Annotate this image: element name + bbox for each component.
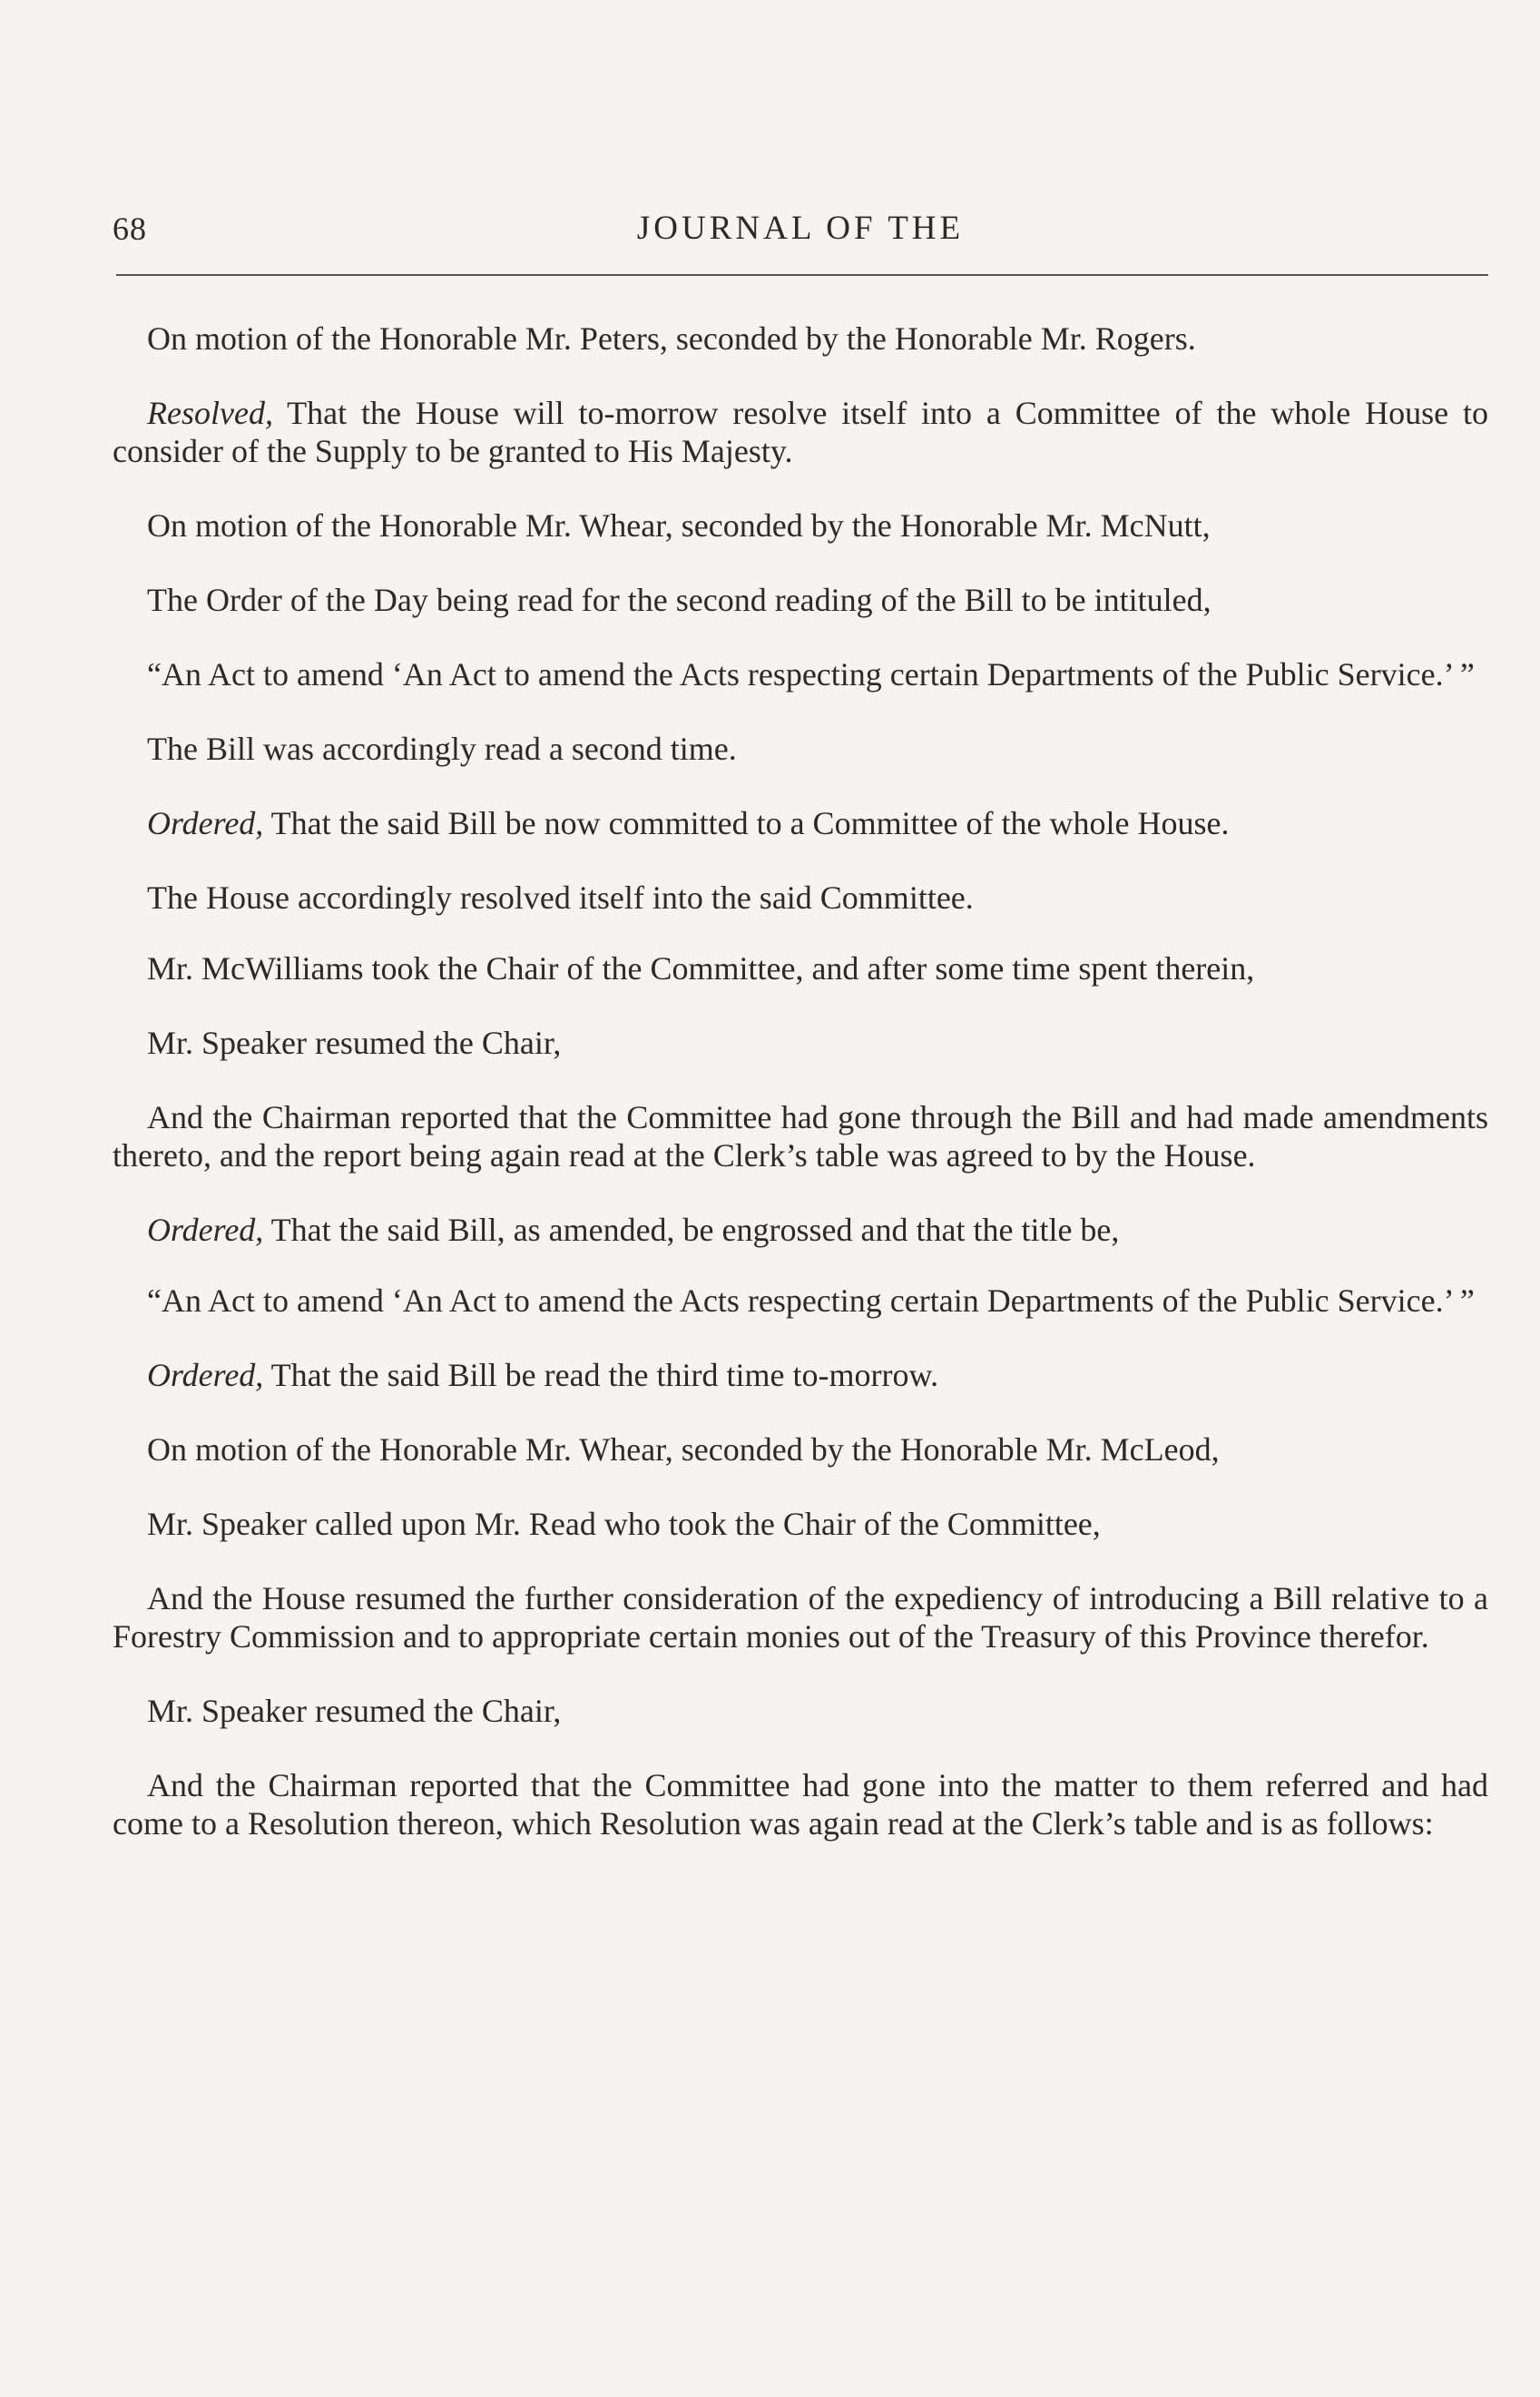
paragraph-lead: Ordered, <box>147 1212 264 1248</box>
paragraph <box>113 1098 1488 1174</box>
paragraph-text: “An Act to amend ‘An Act to amend the Acts respecting certain Departments of the Public Service.’ ” <box>147 656 1475 693</box>
paragraph <box>113 1430 1488 1469</box>
paragraph-lead: Ordered, <box>147 1357 264 1393</box>
paragraph <box>113 581 1488 619</box>
paragraph <box>113 319 1488 358</box>
paragraph-text: That the said Bill be read the third time to-morrow. <box>270 1357 939 1393</box>
paragraph <box>113 1766 1488 1842</box>
header-rule <box>116 274 1488 276</box>
paragraph <box>113 879 1488 917</box>
paragraph-text: Mr. Speaker called upon Mr. Read who took the Chair of the Committee, <box>147 1506 1101 1542</box>
paragraph <box>113 730 1488 768</box>
paragraph <box>113 949 1488 987</box>
paragraph-text: “An Act to amend ‘An Act to amend the Acts respecting certain Departments of the Public Service.’ ” <box>147 1282 1475 1319</box>
journal-body <box>113 319 1488 1879</box>
paragraph <box>113 1282 1488 1320</box>
paragraph-text: On motion of the Honorable Mr. Peters, seconded by the Honorable Mr. Rogers. <box>147 320 1196 357</box>
paragraph-text: And the Chairman reported that the Committee had gone into the matter to them referred and had come to a Resolution thereon, which Resolution was again read at the Clerk’s table and is as follows: <box>113 1767 1488 1842</box>
paragraph-text: The Bill was accordingly read a second time. <box>147 731 737 767</box>
page-number: 68 <box>113 211 147 247</box>
paragraph-lead: Ordered, <box>147 805 264 841</box>
paragraph-text: That the said Bill be now committed to a Committee of the whole House. <box>270 805 1230 841</box>
paragraph <box>113 1211 1488 1249</box>
paragraph-text: The House accordingly resolved itself into the said Committee. <box>147 879 974 916</box>
paragraph-text: The Order of the Day being read for the second reading of the Bill to be intituled, <box>147 582 1211 618</box>
running-title: JOURNAL OF THE <box>636 210 965 247</box>
paragraph <box>113 1024 1488 1062</box>
paragraph-text: On motion of the Honorable Mr. Whear, seconded by the Honorable Mr. McLeod, <box>147 1431 1220 1468</box>
running-head <box>113 201 1488 256</box>
paragraph-text: And the Chairman reported that the Committee had gone through the Bill and had made amendments thereto, and the report being again read at the Clerk’s table was agreed to by the House. <box>113 1099 1488 1174</box>
paragraph-text: That the House will to-morrow resolve itself into a Committee of the whole House to consider of the Supply to be granted to His Majesty. <box>113 395 1488 469</box>
paragraph <box>113 1579 1488 1655</box>
paragraph <box>113 1505 1488 1543</box>
paragraph-text: That the said Bill, as amended, be engrossed and that the title be, <box>270 1212 1120 1248</box>
paragraph <box>113 804 1488 842</box>
paragraph-text: Mr. McWilliams took the Chair of the Committee, and after some time spent therein, <box>147 950 1255 987</box>
paragraph-text: Mr. Speaker resumed the Chair, <box>147 1693 562 1729</box>
paragraph <box>113 655 1488 693</box>
paragraph <box>113 394 1488 470</box>
paragraph-text: And the House resumed the further consideration of the expediency of introducing a Bill relative to a Forestry Commission and to appropriate certain monies out of the Treasury of this Province therefor. <box>113 1580 1488 1655</box>
paragraph-text: Mr. Speaker resumed the Chair, <box>147 1025 562 1061</box>
paragraph-lead: Resolved, <box>147 395 273 431</box>
paragraph-text: On motion of the Honorable Mr. Whear, seconded by the Honorable Mr. McNutt, <box>147 507 1211 544</box>
paragraph <box>113 506 1488 545</box>
paragraph <box>113 1356 1488 1394</box>
paragraph <box>113 1692 1488 1730</box>
